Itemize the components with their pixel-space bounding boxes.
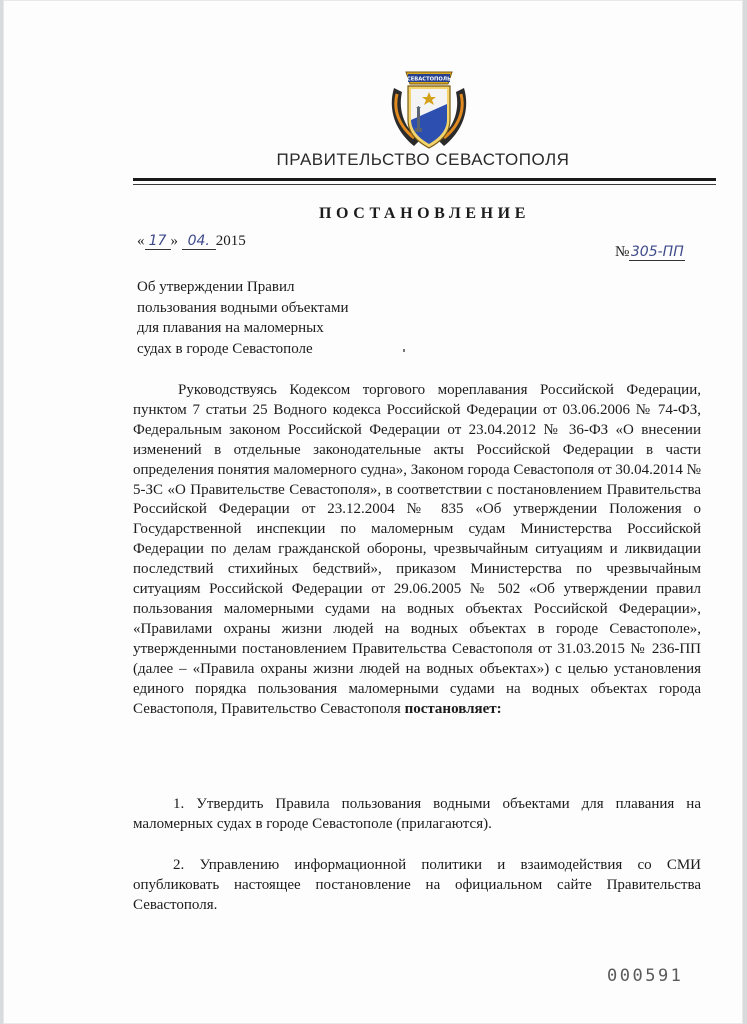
date-month: 04.	[182, 233, 216, 250]
preamble-paragraph	[133, 381, 701, 719]
document-type: ПОСТАНОВЛЕНИЕ	[319, 205, 530, 222]
subject-line: пользования водными объектами	[137, 299, 349, 316]
document-subject	[137, 277, 348, 359]
document-date	[137, 233, 246, 250]
subject-line: судах в городе Севастополе	[137, 340, 313, 357]
number-value: 305-ПП	[630, 244, 684, 260]
scan-speck	[403, 349, 405, 352]
date-day: 17	[145, 233, 171, 250]
decree-word: постановляет:	[404, 700, 502, 717]
date-close-quote: »	[170, 233, 178, 249]
number-prefix: №	[615, 244, 630, 260]
preamble-text: Руководствуясь Кодексом торгового мореплавания Российской Федерации, пунктом 7 статьи 25 Водного кодекса Российской Федерации от 03.06.2006 № 74-ФЗ, Федеральным законом Российской Федерации от 23.04.2012 № 36-ФЗ «О внесении изменений в отдельные законодательные акты Российской Федерации в части определения понятия маломерного судна», Законом города Севастополя от 30.04.2014 № 5-ЗС «О Правительстве Севастополя», в соответствии с постановлением Правительства Российской Федерации от 23.12.2004 № 835 «Об утверждении Положения о Государственной инспекции по маломерным судам Министерства Российской Федерации по делам гражданской обороны, чрезвычайным ситуациям и ликвидации последствий стихийных бедствий», приказом Министерства по чрезвычайным ситуациям Российской Федерации от 29.06.2005 № 502 «Об утверждении правил пользования маломерными судами на водных объектах Российской Федерации», «Правилами охраны жизни людей на водных объектах в городе Севастополе», утвержденными постановлением Правительства Севастополя от 31.03.2015 № 236-ПП (далее – «Правила охраны жизни людей на водных объектах») с целью установления единого порядка пользования маломерными судами на водных объектах города Севастополя, Правительство Севастополя	[133, 382, 701, 717]
document-number	[615, 244, 685, 261]
header-rule-thick	[133, 178, 716, 181]
decree-item-2: 2. Управлению информационной политики и взаимодействия со СМИ опубликовать настоящее постановление на официальном сайте Правительства Севастополя.	[133, 857, 701, 913]
emblem-banner-text: СЕВАСТОПОЛЬ	[406, 76, 452, 83]
date-year: 2015	[215, 233, 246, 249]
sevastopol-coat-of-arms-icon	[384, 58, 474, 154]
date-open-quote: «	[137, 233, 145, 249]
government-title: ПРАВИТЕЛЬСТВО СЕВАСТОПОЛЯ	[276, 150, 570, 169]
subject-line: Об утверждении Правил	[137, 279, 295, 295]
decree-item-1: 1. Утвердить Правила пользования водными объектами для плавания на маломерных судах в городе Севастополе (прилагаются).	[133, 796, 701, 832]
header-rule-thin	[133, 184, 716, 185]
serial-number-stamp: 000591	[607, 966, 684, 986]
document-page	[3, 0, 743, 1024]
subject-line: для плавания на маломерных	[137, 320, 324, 336]
